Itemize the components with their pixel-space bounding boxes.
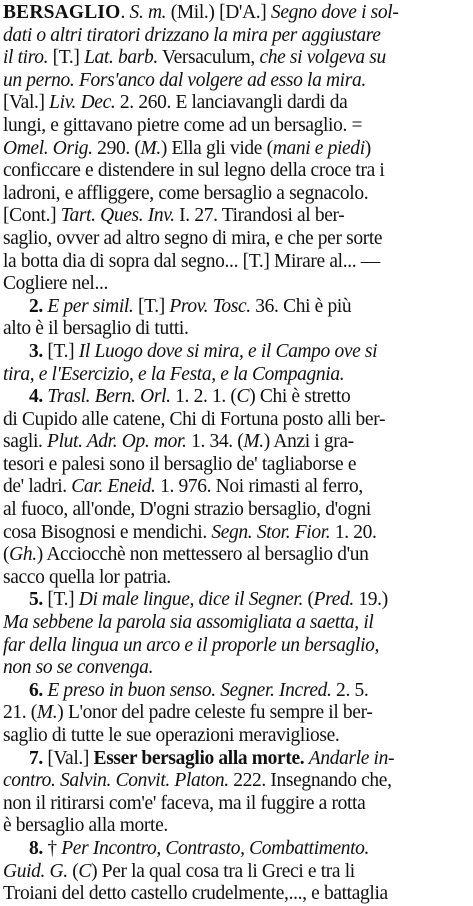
entry-line: 4. Trasl. Bern. Orl. 1. 2. 1. (C) Chi è stretto xyxy=(28,386,351,408)
entry-line: tira, e l'Esercizio, e la Festa, e la Compagnia. xyxy=(3,363,345,385)
entry-line: 5. [T.] Di male lingue, dice il Segner. (Pred. 19.) xyxy=(28,589,388,611)
entry-line: de' ladri. Car. Eneid. 1. 976. Noi rimasti al ferro, xyxy=(3,476,363,498)
entry-line: 21. (M.) L'onor del padre celeste fu sempre il ber- xyxy=(3,702,373,724)
entry-line: conficcare e distendere in sul legno della croce tra i xyxy=(3,160,385,182)
entry-line: 7. [Val.] Esser bersaglio alla morte. Andarle in- xyxy=(28,747,395,769)
entry-line: Guid. G. (C) Per la qual cosa tra li Greci e tra li xyxy=(3,860,355,882)
entry-line: dati o altri tiratori drizzano la mira per aggiustare xyxy=(3,24,381,46)
entry-line: [Cont.] Tart. Ques. Inv. I. 27. Tirandosi al ber- xyxy=(3,205,345,227)
dictionary-entry-bersaglio xyxy=(3,2,470,906)
entry-line: cosa Bisognosi e mendichi. Segn. Stor. Fior. 1. 20. xyxy=(3,521,377,543)
entry-line: lungi, e gittavano pietre come ad un bersaglio. = xyxy=(3,114,363,136)
entry-line: [Val.] Liv. Dec. 2. 260. E lanciavangli dardi da xyxy=(3,92,348,114)
entry-line: saglio, ovver ad altro segno di mira, e che per sorte xyxy=(3,227,383,249)
entry-line: alto è il bersaglio di tutti. xyxy=(3,318,189,340)
entry-line: BERSAGLIO. S. m. (Mil.) [D'A.] Segno dove i sol- xyxy=(3,2,399,23)
entry-line: Omel. Orig. 290. (M.) Ella gli vide (mani e piedi) xyxy=(3,137,371,159)
entry-line: sagli. Plut. Adr. Op. mor. 1. 34. (M.) Anzi i gra- xyxy=(3,431,354,453)
entry-line: la botta dia di sopra dal segno... [T.] Mirare al... — xyxy=(3,250,380,272)
entry-line: 6. E preso in buon senso. Segner. Incred. 2. 5. xyxy=(28,679,369,701)
entry-line: al fuoco, all'onde, D'ogni strazio bersaglio, d'ogni xyxy=(3,499,371,521)
entry-line: non so se convenga. xyxy=(3,657,154,679)
entry-line: (Gh.) Acciocchè non mettessero al bersaglio d'un xyxy=(3,544,369,566)
entry-line: saglio di tutte le sue operazioni meravigliose. xyxy=(3,725,340,746)
entry-line: un perno. Fors'anco dal volgere ad esso la mira. xyxy=(3,69,366,91)
entry-line: ladroni, e affliggere, come bersaglio a segnacolo. xyxy=(3,182,369,204)
entry-line: 2. E per simil. [T.] Prov. Tosc. 36. Chi è più xyxy=(28,295,352,317)
entry-line: non il ritirarsi com'e' faceva, ma il fuggire a rotta xyxy=(3,792,366,814)
entry-line: far della lingua un arco e il proporle un bersaglio, xyxy=(3,634,380,656)
entry-line: è bersaglio alla morte. xyxy=(3,815,168,837)
entry-line: sacco quella lor patria. xyxy=(3,566,171,588)
entry-line: Ma sebbene la parola sia assomigliata a saetta, il xyxy=(3,612,374,634)
entry-line: Troiani del detto castello crudelmente,..., e battaglia xyxy=(3,883,388,905)
entry-line: tesori e palesi sono il bersaglio de' tagliaborse e xyxy=(3,453,357,475)
entry-line: 8. † Per Incontro, Contrasto, Combattimento. xyxy=(28,837,370,859)
entry-line: contro. Salvin. Convit. Platon. 222. Insegnando che, xyxy=(3,770,392,792)
entry-line: il tiro. [T.] Lat. barb. Versaculum, che si volgeva su xyxy=(3,47,386,69)
entry-line: 3. [T.] Il Luogo dove si mira, e il Campo ove si xyxy=(28,340,378,362)
entry-line: Cogliere nel... xyxy=(3,273,108,295)
entry-line: di Cupido alle catene, Chi di Fortuna posto alli ber- xyxy=(3,408,386,430)
